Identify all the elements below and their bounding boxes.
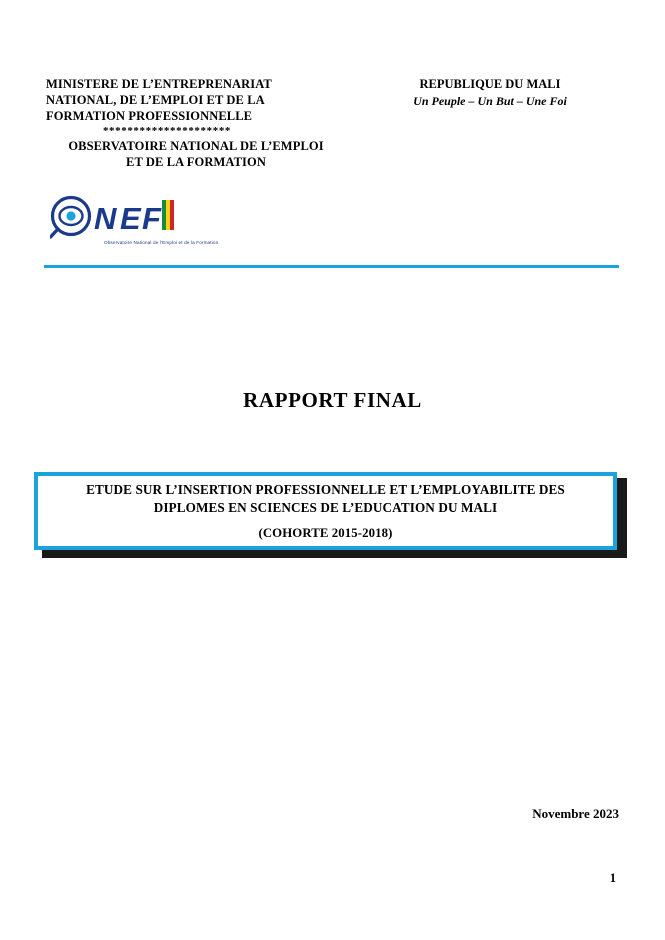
ministry-line-3: FORMATION PROFESSIONNELLE <box>46 109 253 123</box>
onef-logo-icon <box>50 194 250 240</box>
svg-text:F: F <box>142 201 161 236</box>
svg-text:E: E <box>120 201 141 236</box>
document-header <box>0 76 665 186</box>
ministry-line-1: MINISTERE DE L’ENTREPRENARIAT <box>46 77 272 91</box>
ministry-line-2: NATIONAL, DE L’EMPLOI ET DE LA <box>46 93 265 107</box>
observatory-line-2: ET DE LA FORMATION <box>126 155 266 169</box>
republic-motto: Un Peuple – Un But – Une Foi <box>413 94 567 108</box>
onef-logo-caption: Observatoire National de l’Emploi et de la Formation <box>104 240 219 245</box>
onef-logo <box>50 194 250 250</box>
publication-date: Novembre 2023 <box>532 806 619 821</box>
study-title-line-1: ETUDE SUR L’INSERTION PROFESSIONNELLE ET L’EMPLOYABILITE DES <box>86 481 565 497</box>
observatory-line-1: OBSERVATOIRE NATIONAL DE L’EMPLOI <box>68 139 324 153</box>
ministry-separator: ********************* <box>102 125 232 137</box>
republic-block <box>355 76 625 110</box>
study-title-box <box>34 472 617 550</box>
page-number: 1 <box>609 871 616 885</box>
header-divider <box>44 265 619 268</box>
ministry-block <box>46 76 346 170</box>
republic-name: REPUBLIQUE DU MALI <box>419 77 561 91</box>
report-title: RAPPORT FINAL <box>243 388 422 412</box>
svg-text:N: N <box>94 201 117 236</box>
study-cohort: (COHORTE 2015-2018) <box>258 525 393 540</box>
study-title-line-2: DIPLOMES EN SCIENCES DE L’EDUCATION DU MALI <box>153 499 498 515</box>
